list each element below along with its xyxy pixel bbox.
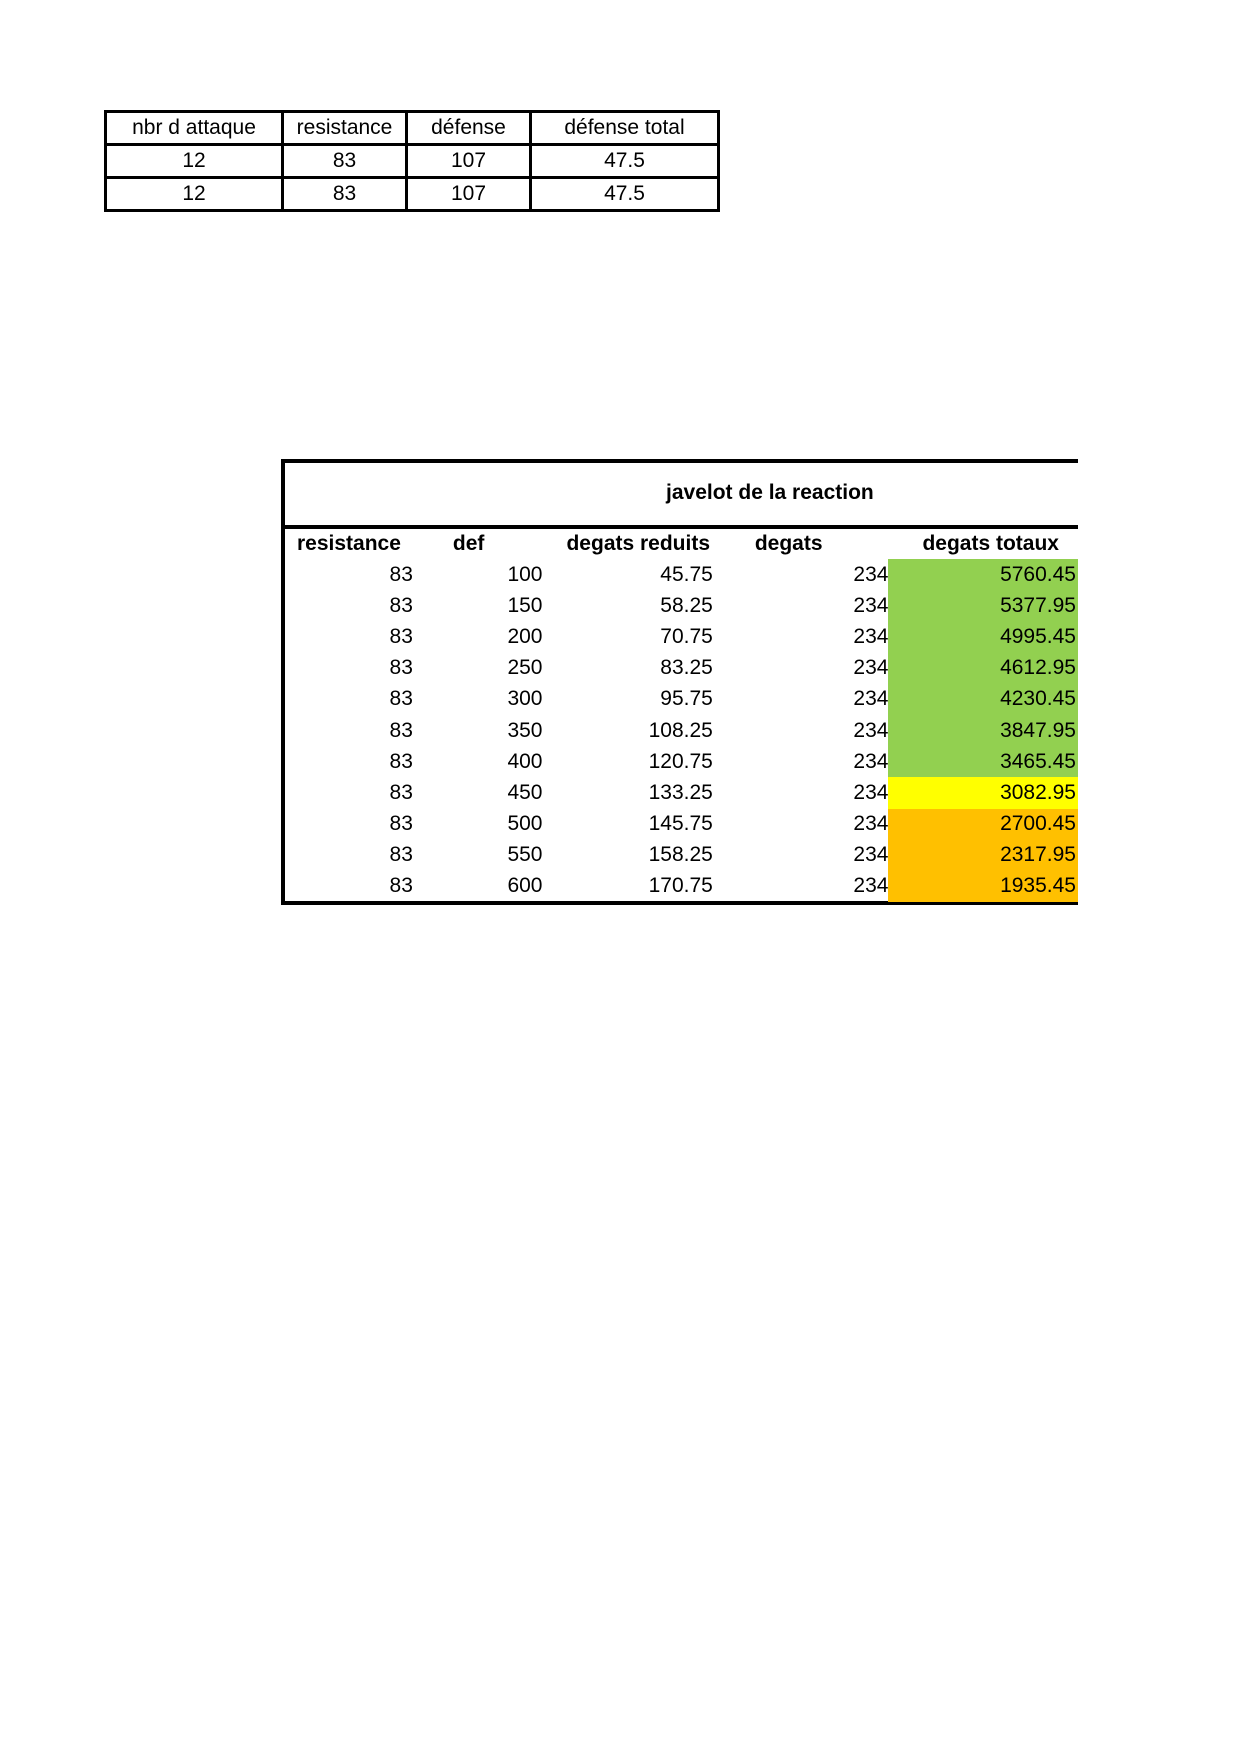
calc-cell[interactable]: 234	[853, 593, 889, 617]
degats-totaux-cell[interactable]: 2700.45	[888, 809, 1078, 840]
calc-cell[interactable]: 100	[507, 562, 543, 586]
calc-cell[interactable]: 300	[507, 687, 543, 711]
summary-row	[106, 178, 719, 211]
calc-table-block	[281, 459, 1078, 905]
calc-cell[interactable]: 550	[507, 843, 543, 867]
calc-cell[interactable]: 83	[389, 624, 413, 648]
calc-cell[interactable]: 83	[389, 656, 413, 680]
calc-cell[interactable]: 83	[389, 718, 413, 742]
calc-row	[285, 840, 1078, 871]
degats-totaux-cell[interactable]: 1935.45	[888, 871, 1078, 902]
calc-header-row	[285, 529, 1078, 559]
calc-cell[interactable]: 158.25	[648, 843, 713, 867]
calc-cell[interactable]: 234	[853, 780, 889, 804]
summary-cell[interactable]: 83	[283, 145, 407, 178]
calc-row	[285, 559, 1078, 590]
calc-cell[interactable]: 234	[853, 687, 889, 711]
calc-row	[285, 590, 1078, 621]
calc-cell[interactable]: 95.75	[660, 687, 713, 711]
calc-title[interactable]: javelot de la reaction	[666, 481, 874, 504]
summary-cell[interactable]: 47.5	[531, 178, 719, 211]
calc-cell[interactable]: 234	[853, 718, 889, 742]
calc-cell[interactable]: 145.75	[648, 812, 713, 836]
calc-header-cell[interactable]: degats reduits	[566, 532, 711, 555]
calc-cell[interactable]: 234	[853, 749, 889, 773]
summary-header-cell[interactable]: nbr d attaque	[106, 112, 283, 145]
calc-body	[285, 559, 1078, 902]
degats-totaux-cell[interactable]: 3465.45	[888, 746, 1078, 777]
summary-cell[interactable]: 83	[283, 178, 407, 211]
calc-cell[interactable]: 83	[389, 812, 413, 836]
calc-cell[interactable]: 83	[389, 687, 413, 711]
degats-totaux-cell[interactable]: 4995.45	[888, 621, 1078, 652]
calc-cell[interactable]: 83	[389, 593, 413, 617]
calc-cell[interactable]: 234	[853, 624, 889, 648]
calc-row	[285, 653, 1078, 684]
calc-cell[interactable]: 500	[507, 812, 543, 836]
calc-row	[285, 809, 1078, 840]
calc-cell[interactable]: 234	[853, 656, 889, 680]
calc-cell[interactable]: 234	[853, 812, 889, 836]
calc-row	[285, 715, 1078, 746]
calc-table	[285, 529, 1078, 902]
degats-totaux-cell[interactable]: 4612.95	[888, 653, 1078, 684]
calc-header-cell[interactable]: def	[452, 532, 485, 555]
calc-cell[interactable]: 83	[389, 843, 413, 867]
summary-header-cell[interactable]: défense	[407, 112, 531, 145]
calc-cell[interactable]: 150	[507, 593, 543, 617]
calc-cell[interactable]: 83	[389, 874, 413, 898]
calc-cell[interactable]: 234	[853, 562, 889, 586]
degats-totaux-cell[interactable]: 5760.45	[888, 559, 1078, 590]
summary-header-row	[106, 112, 719, 145]
calc-cell[interactable]: 350	[507, 718, 543, 742]
calc-cell[interactable]: 45.75	[660, 562, 713, 586]
calc-row	[285, 746, 1078, 777]
degats-totaux-cell[interactable]: 3082.95	[888, 777, 1078, 808]
calc-cell[interactable]: 200	[507, 624, 543, 648]
calc-cell[interactable]: 83	[389, 562, 413, 586]
calc-cell[interactable]: 600	[507, 874, 543, 898]
calc-cell[interactable]: 450	[507, 780, 543, 804]
calc-row	[285, 777, 1078, 808]
calc-cell[interactable]: 250	[507, 656, 543, 680]
calc-cell[interactable]: 58.25	[660, 593, 713, 617]
calc-header-cell[interactable]: resistance	[297, 532, 401, 555]
calc-cell[interactable]: 400	[507, 749, 543, 773]
degats-totaux-cell[interactable]: 3847.95	[888, 715, 1078, 746]
calc-cell[interactable]: 234	[853, 843, 889, 867]
calc-cell[interactable]: 170.75	[648, 874, 713, 898]
calc-cell[interactable]: 120.75	[648, 749, 713, 773]
calc-cell[interactable]: 70.75	[660, 624, 713, 648]
summary-cell[interactable]: 107	[407, 145, 531, 178]
calc-cell[interactable]: 133.25	[648, 780, 713, 804]
calc-row	[285, 871, 1078, 902]
calc-cell[interactable]: 108.25	[648, 718, 713, 742]
summary-header-cell[interactable]: resistance	[283, 112, 407, 145]
summary-cell[interactable]: 107	[407, 178, 531, 211]
calc-header-cell[interactable]: degats totaux	[922, 532, 1059, 555]
summary-header-cell[interactable]: défense total	[531, 112, 719, 145]
summary-cell[interactable]: 47.5	[531, 145, 719, 178]
calc-cell[interactable]: 234	[853, 874, 889, 898]
summary-row	[106, 145, 719, 178]
calc-row	[285, 621, 1078, 652]
calc-cell[interactable]: 83	[389, 780, 413, 804]
summary-table	[104, 110, 720, 212]
degats-totaux-cell[interactable]: 2317.95	[888, 840, 1078, 871]
summary-cell[interactable]: 12	[106, 145, 283, 178]
calc-header-cell[interactable]: degats	[754, 532, 823, 555]
calc-cell[interactable]: 83	[389, 749, 413, 773]
degats-totaux-cell[interactable]: 4230.45	[888, 684, 1078, 715]
summary-cell[interactable]: 12	[106, 178, 283, 211]
calc-title-row	[285, 463, 1078, 529]
calc-cell[interactable]: 83.25	[660, 656, 713, 680]
calc-row	[285, 684, 1078, 715]
degats-totaux-cell[interactable]: 5377.95	[888, 590, 1078, 621]
